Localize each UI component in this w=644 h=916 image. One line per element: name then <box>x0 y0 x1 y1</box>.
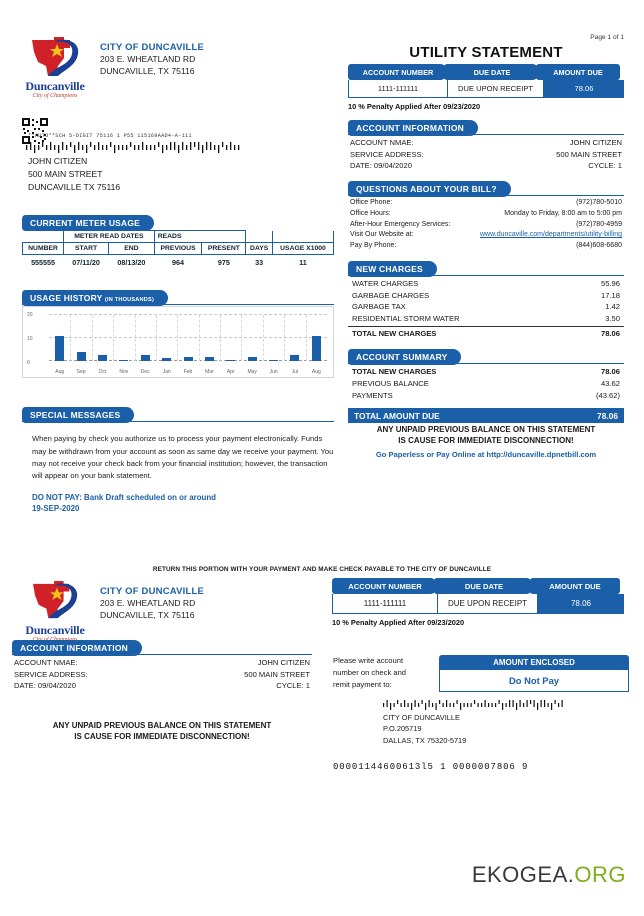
question-row <box>348 220 624 231</box>
question-value: (972)780-4959 <box>576 220 622 228</box>
meter-group-reads: READS <box>154 231 246 243</box>
charge-row-label: GARBAGE TAX <box>352 302 406 312</box>
stub-org-name: CITY OF DUNCAVILLE <box>100 586 205 597</box>
chart-bar-wrap <box>177 315 198 361</box>
disconnect-warning <box>348 425 624 447</box>
new-charges-total-row <box>348 326 624 340</box>
stub-penalty-note: 10 % Penalty Applied After 09/23/2020 <box>332 618 465 627</box>
statement-right-column <box>348 34 624 459</box>
stub-account-header <box>332 575 624 627</box>
penalty-note: 10 % Penalty Applied After 09/23/2020 <box>348 102 481 111</box>
chart-y-tick: 20 <box>27 312 33 319</box>
watermark <box>472 862 626 888</box>
micr-scanline: 00001144600613l5 1 0000007806 9 <box>333 762 529 772</box>
stub-service-address-value: 500 MAIN STREET <box>244 669 310 679</box>
usage-history-chart <box>22 306 334 378</box>
stub-account-information-heading: ACCOUNT INFORMATION <box>12 640 142 656</box>
question-row <box>348 230 624 241</box>
question-row <box>348 241 624 252</box>
chart-vertical-gridline <box>199 315 200 361</box>
chart-bar-wrap <box>263 315 284 361</box>
statement-date: DATE: 09/04/2020 <box>350 161 412 171</box>
chart-vertical-gridline <box>177 315 178 361</box>
meter-table-group-row <box>23 231 334 243</box>
recipient-citystate: DUNCAVILLE TX 75116 <box>28 181 121 192</box>
remit-instructions <box>333 655 429 692</box>
charge-row-label: WATER CHARGES <box>352 278 419 288</box>
watermark-text: EKOGEA. <box>471 862 575 887</box>
chart-bar <box>55 336 64 361</box>
questions-rows <box>348 198 624 251</box>
stub-account-information-section <box>12 638 312 692</box>
charge-row-amount: 17.18 <box>600 290 620 300</box>
chart-bar <box>141 355 150 362</box>
postal-endorsement-line: **AUTO**SCH 5-DIGIT 75116 1 P55 115169AAD4-A-111 <box>28 133 192 139</box>
stub-col-due-date: DUE DATE <box>434 578 534 594</box>
usage-history-heading-text: USAGE HISTORY <box>30 293 103 303</box>
stub-statement-date: DATE: 09/04/2020 <box>14 681 76 691</box>
charge-row-amount: 3.50 <box>605 314 620 324</box>
meter-val-number: 555555 <box>31 258 56 267</box>
disconnect-warning-line-1: ANY UNPAID PREVIOUS BALANCE ON THIS STATEMENT <box>376 425 596 435</box>
account-summary-rows <box>348 366 624 401</box>
usage-history-heading <box>22 290 168 306</box>
chart-vertical-gridline <box>156 315 157 361</box>
chart-bar-wrap <box>242 315 263 361</box>
chart-bar-wrap <box>70 315 91 361</box>
logo-tagline: City of Champions <box>32 93 78 99</box>
summary-row-label: TOTAL NEW CHARGES <box>352 367 437 377</box>
value-due-date: DUE UPON RECEIPT <box>448 80 544 98</box>
chart-vertical-gridline <box>92 315 93 361</box>
recipient-address <box>28 155 120 194</box>
meter-group-blank-2 <box>246 231 273 243</box>
summary-row-amount: (43.62) <box>595 390 620 400</box>
return-portion-note: RETURN THIS PORTION WITH YOUR PAYMENT AND MAKE CHECK PAYABLE TO THE CITY OF DUNCAVILLE <box>152 566 492 573</box>
summary-row-amount: 78.06 <box>600 367 620 377</box>
chart-bar-wrap <box>156 315 177 361</box>
chart-x-tick: Jun <box>269 369 278 376</box>
chart-vertical-gridline <box>263 315 264 361</box>
amount-enclosed-heading: AMOUNT ENCLOSED <box>439 655 629 670</box>
chart-x-tick: Feb <box>183 369 193 376</box>
col-amount-due: AMOUNT DUE <box>536 64 620 80</box>
question-value: (972)780-5010 <box>576 199 622 207</box>
account-information-heading: ACCOUNT INFORMATION <box>348 120 478 136</box>
stub-disconnect-line-2: IS CAUSE FOR IMMEDIATE DISCONNECTION! <box>74 732 250 742</box>
chart-x-tick: Nov <box>119 369 129 376</box>
stub-service-address-label: SERVICE ADDRESS: <box>14 669 88 679</box>
watermark-suffix: ORG <box>574 862 626 887</box>
stub-value-amount-due: 78.06 <box>538 594 624 614</box>
chart-y-tick: 0 <box>27 360 30 367</box>
chart-vertical-gridline <box>135 315 136 361</box>
amount-enclosed-value[interactable]: Do Not Pay <box>439 670 629 692</box>
chart-bar <box>119 360 128 362</box>
question-label: Pay By Phone: <box>350 241 397 249</box>
org-name: CITY OF DUNCAVILLE <box>100 42 205 53</box>
stub-account-name-row <box>12 657 312 669</box>
meter-val-days: 33 <box>255 258 264 267</box>
charge-row-amount: 1.42 <box>605 302 620 312</box>
chart-bar <box>248 357 257 361</box>
chart-x-tick: Jan <box>162 369 171 376</box>
billing-cycle: CYCLE: 1 <box>588 161 622 171</box>
stub-value-account-number: 1111-111111 <box>332 594 438 614</box>
charge-row <box>348 313 624 325</box>
chart-bar <box>205 357 214 361</box>
question-label: After-Hour Emergency Services: <box>350 220 451 228</box>
stub-col-amount-due: AMOUNT DUE <box>530 578 620 594</box>
chart-bar <box>77 352 86 361</box>
meter-val-end: 08/13/20 <box>117 258 146 267</box>
disconnect-warning-line-2: IS CAUSE FOR IMMEDIATE DISCONNECTION! <box>398 436 574 446</box>
org-address-line-2: DUNCAVILLE, TX 75116 <box>100 66 195 77</box>
do-not-pay-line-2: 19-SEP-2020 <box>32 504 80 514</box>
do-not-pay-line-1: DO NOT PAY: Bank Draft scheduled on or around <box>32 492 216 502</box>
new-charges-total-label: TOTAL NEW CHARGES <box>352 329 437 338</box>
meter-col-number: NUMBER <box>23 243 64 255</box>
charge-row <box>348 301 624 313</box>
summary-row-amount: 43.62 <box>600 378 620 388</box>
stub-account-name-label: ACCOUNT NMAE: <box>14 658 78 668</box>
chart-y-tick: 10 <box>27 336 33 343</box>
total-amount-due-bar <box>348 408 624 423</box>
stub-city-logo <box>22 580 88 643</box>
current-meter-usage-section <box>22 213 334 269</box>
service-address-value: 500 MAIN STREET <box>556 149 622 159</box>
chart-vertical-gridline <box>241 315 242 361</box>
chart-x-tick: May <box>247 369 257 376</box>
chart-x-tick: Oct <box>98 369 107 376</box>
value-account-number: 1111-111111 <box>348 80 448 98</box>
chart-x-tick: Sep <box>76 369 86 376</box>
chart-bar <box>184 357 193 361</box>
chart-bar <box>162 358 171 362</box>
new-charges-section <box>348 259 624 340</box>
summary-row <box>348 390 624 402</box>
summary-row <box>348 378 624 390</box>
question-row <box>348 209 624 220</box>
chart-bar <box>312 336 321 361</box>
questions-section <box>348 179 624 252</box>
meter-col-usage: USAGE X1000 <box>272 243 333 255</box>
go-paperless-link[interactable]: Go Paperless or Pay Online at http://duncaville.dpnetbill.com <box>375 450 597 460</box>
stub-account-name-value: JOHN CITIZEN <box>257 658 310 668</box>
texas-logo-icon <box>24 36 86 80</box>
org-address-line-1: 203 E. WHEATLAND RD <box>100 54 196 64</box>
question-value[interactable]: www.duncaville.com/departments/utility-billing <box>479 231 622 239</box>
charge-row-label: RESIDENTIAL STORM WATER <box>352 314 460 324</box>
total-amount-due-label: TOTAL AMOUNT DUE <box>354 410 440 421</box>
charge-row <box>348 278 624 290</box>
chart-bar-wrap <box>49 315 70 361</box>
chart-x-tick: Dec <box>140 369 150 376</box>
chart-vertical-gridline <box>306 315 307 361</box>
remit-instruction-line-2: number on check and <box>333 667 407 677</box>
service-address-row <box>348 149 624 161</box>
chart-bar-wrap <box>92 315 113 361</box>
chart-plot-area <box>49 315 327 361</box>
account-name-row <box>348 137 624 149</box>
page-title: UTILITY STATEMENT <box>409 44 563 61</box>
stub-org-address-line-1: 203 E. WHEATLAND RD <box>100 598 196 608</box>
stub-value-due-date: DUE UPON RECEIPT <box>438 594 538 614</box>
chart-vertical-gridline <box>70 315 71 361</box>
meter-group-blank-3 <box>272 231 333 243</box>
chart-vertical-gridline <box>284 315 285 361</box>
question-label: Office Phone: <box>350 199 393 207</box>
meter-col-days: DAYS <box>246 243 273 255</box>
table-row <box>23 255 334 270</box>
chart-bar <box>226 360 235 362</box>
meter-group-blank <box>23 231 64 243</box>
account-summary-heading: ACCOUNT SUMMARY <box>348 349 461 365</box>
chart-vertical-gridline <box>220 315 221 361</box>
intelligent-mail-barcode <box>26 140 258 151</box>
meter-val-usage: 11 <box>299 258 307 267</box>
account-name-value: JOHN CITIZEN <box>569 138 622 148</box>
chart-x-tick: Apr <box>226 369 235 376</box>
chart-bar-wrap <box>199 315 220 361</box>
remit-payee-city: DALLAS, TX 75320-5719 <box>383 735 467 745</box>
chart-bar <box>290 355 299 362</box>
questions-heading: QUESTIONS ABOUT YOUR BILL? <box>348 181 511 197</box>
summary-row-label: PAYMENTS <box>352 390 393 400</box>
special-messages-heading: SPECIAL MESSAGES <box>22 407 134 423</box>
chart-bar-wrap <box>113 315 134 361</box>
city-logo <box>22 36 88 99</box>
stub-org-address-line-2: DUNCAVILLE, TX 75116 <box>100 610 195 621</box>
amount-enclosed-box <box>439 655 629 692</box>
stub-summary-header <box>332 578 624 594</box>
account-summary-section <box>348 347 624 459</box>
logo-wordmark: Duncanville <box>25 79 85 93</box>
stub-texas-logo-icon <box>24 580 86 624</box>
account-summary-values <box>348 80 624 98</box>
meter-col-present: PRESENT <box>202 243 246 255</box>
chart-x-tick: Aug <box>55 369 65 376</box>
stub-disconnect-warning <box>12 720 312 742</box>
stub-letterhead <box>22 580 204 643</box>
account-summary-header <box>348 64 624 80</box>
stub-summary-values <box>332 594 624 614</box>
meter-usage-table <box>22 230 334 269</box>
chart-bar-wrap <box>284 315 305 361</box>
remit-payee-po: P.O.205719 <box>383 724 422 734</box>
service-address-label: SERVICE ADDRESS: <box>350 149 424 159</box>
chart-vertical-gridline <box>113 315 114 361</box>
question-label: Office Hours: <box>350 210 391 218</box>
remit-payee-name: CITY OF DUNCAVILLE <box>383 713 460 722</box>
usage-history-section <box>22 288 334 378</box>
stub-service-address-row <box>12 669 312 681</box>
letterhead <box>22 36 204 99</box>
remittance-block <box>333 655 633 692</box>
new-charges-heading: NEW CHARGES <box>348 261 437 277</box>
summary-row <box>348 366 624 378</box>
meter-group-read-dates: METER READ DATES <box>64 231 155 243</box>
remit-payee-address <box>383 712 466 746</box>
current-meter-usage-heading: CURRENT METER USAGE <box>22 215 154 231</box>
col-due-date: DUE DATE <box>444 64 540 80</box>
question-row <box>348 198 624 209</box>
stub-date-cycle-row <box>12 680 312 692</box>
col-account-number: ACCOUNT NUMBER <box>348 64 448 80</box>
meter-col-end: END <box>109 243 155 255</box>
chart-bars <box>49 315 327 361</box>
total-amount-due-value: 78.06 <box>597 410 618 421</box>
page-number: Page 1 of 1 <box>590 34 624 41</box>
chart-x-tick: Aug <box>311 369 321 376</box>
chart-bar-wrap <box>306 315 327 361</box>
account-information-section <box>348 118 624 172</box>
chart-bar <box>98 355 107 362</box>
remit-instruction-line-3: remit payment to: <box>333 679 392 689</box>
chart-x-tick: Jul <box>291 369 299 376</box>
usage-history-heading-suffix: (IN THOUSANDS) <box>104 297 155 303</box>
chart-bar-wrap <box>220 315 241 361</box>
chart-bar <box>269 360 278 362</box>
summary-row-label: PREVIOUS BALANCE <box>352 378 429 388</box>
meter-val-present: 975 <box>217 258 230 267</box>
meter-col-start: START <box>64 243 109 255</box>
recipient-street: 500 MAIN STREET <box>28 168 103 179</box>
charge-row-amount: 55.96 <box>600 278 620 288</box>
date-cycle-row <box>348 160 624 172</box>
stub-logo-wordmark: Duncanville <box>25 623 85 637</box>
meter-col-previous: PREVIOUS <box>154 243 202 255</box>
new-charges-total-amount: 78.06 <box>600 329 620 338</box>
recipient-name: JOHN CITIZEN <box>28 156 88 166</box>
chart-x-tick: Mar <box>205 369 214 376</box>
question-label: Visit Our Website at: <box>350 231 414 239</box>
new-charges-rows <box>348 278 624 325</box>
stub-billing-cycle: CYCLE: 1 <box>276 681 310 691</box>
value-amount-due: 78.06 <box>544 80 624 98</box>
chart-x-axis-labels <box>49 369 327 375</box>
account-name-label: ACCOUNT NMAE: <box>350 138 414 148</box>
stub-col-account-number: ACCOUNT NUMBER <box>332 578 438 594</box>
charge-row <box>348 290 624 302</box>
special-messages-section <box>22 405 334 515</box>
do-not-pay-notice <box>22 492 334 516</box>
special-messages-body: When paying by check you authorize us to process your payment electronically. Funds may be withdrawn from your account as soon as same day we receive your payment. You may not receive your check back from your financial institution; however, the transaction will appear on your bank statement. <box>32 434 334 481</box>
remit-instruction-line-1: Please write account <box>333 656 404 665</box>
meter-val-start: 07/11/20 <box>72 258 100 267</box>
question-value: Monday to Friday, 8:00 am to 5:00 pm <box>504 210 622 218</box>
meter-val-previous: 964 <box>172 258 185 267</box>
charge-row-label: GARBAGE CHARGES <box>352 290 430 300</box>
meter-table-header-row <box>23 243 334 255</box>
question-value: (844)608-6680 <box>576 241 622 249</box>
chart-bar-wrap <box>135 315 156 361</box>
stub-disconnect-line-1: ANY UNPAID PREVIOUS BALANCE ON THIS STATEMENT <box>52 721 272 730</box>
